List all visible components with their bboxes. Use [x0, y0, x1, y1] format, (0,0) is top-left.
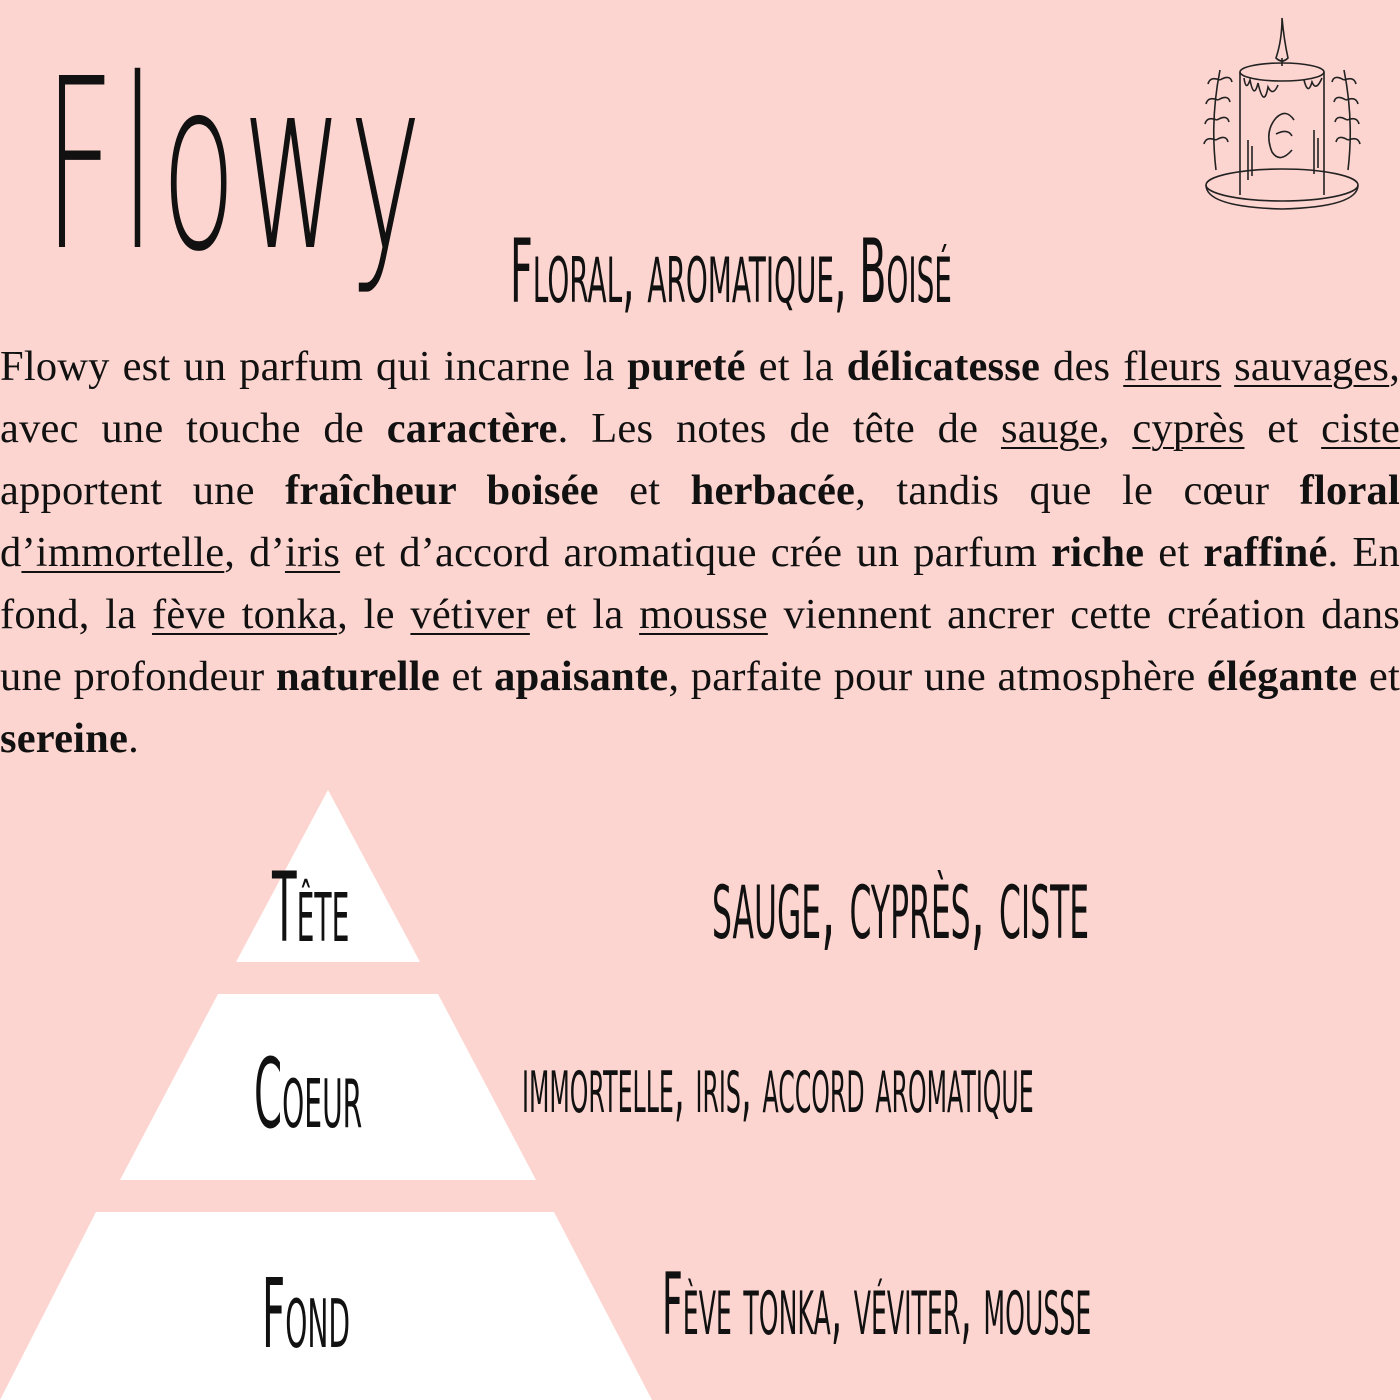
description-text: , le: [337, 591, 411, 638]
emphasis-text: sereine: [0, 715, 129, 762]
perfume-description: [0, 336, 1400, 770]
emphasis-text: herbacée: [690, 467, 856, 514]
note-ingredient: vétiver: [410, 591, 530, 638]
description-text: , d’: [224, 529, 285, 576]
emphasis-text: raffiné: [1203, 529, 1328, 576]
description-text: et: [598, 467, 691, 514]
note-ingredient: fleurs: [1123, 343, 1222, 390]
emphasis-text: pureté: [627, 343, 746, 390]
description-text: et d’accord aromatique crée un parfum: [340, 529, 1052, 576]
page-title: Flowy: [44, 28, 428, 303]
candle-logo-icon: [1192, 10, 1370, 220]
note-ingredient: sauge: [1000, 405, 1099, 452]
emphasis-text: délicatesse: [846, 343, 1041, 390]
description-text: des: [1040, 343, 1124, 390]
note-ingredient: iris: [284, 529, 341, 576]
description-text: et: [439, 653, 495, 700]
description-text: [1221, 343, 1234, 390]
description-text: d: [0, 529, 22, 576]
description-text: apportent une: [0, 467, 286, 514]
note-ingredient: mousse: [639, 591, 768, 638]
description-text: Flowy est un parfum qui incarne la: [0, 343, 628, 390]
note-ingredient: ciste: [1321, 405, 1400, 452]
description-text: et: [1244, 405, 1322, 452]
note-ingredient: cyprès: [1132, 405, 1245, 452]
description-text: . Les notes de tête de: [557, 405, 1001, 452]
emphasis-text: fraîcheur boisée: [285, 467, 599, 514]
description-text: ,: [1098, 405, 1133, 452]
description-text: et: [1144, 529, 1204, 576]
coeur-notes: immortelle, iris, accord aromatique: [522, 1037, 1034, 1132]
tier-label-tete: Tête: [272, 852, 350, 964]
description-text: .: [128, 715, 139, 762]
fond-notes: Fève tonka, véviter, mousse: [662, 1255, 1092, 1355]
note-ingredient: fève tonka: [152, 591, 338, 638]
note-ingredient: ’immortelle: [21, 529, 225, 576]
emphasis-text: caractère: [386, 405, 558, 452]
description-text: , parfaite pour une atmosphère: [668, 653, 1208, 700]
description-text: , tandis que le cœur: [855, 467, 1300, 514]
description-text: , avec une touche de: [0, 343, 1400, 452]
description-text: et: [1357, 653, 1400, 700]
note-ingredient: sauvages: [1234, 343, 1390, 390]
scent-family-subtitle: Floral, aromatique, Boisé: [510, 220, 952, 323]
description-text: et la: [529, 591, 640, 638]
description-text: . En fond, la: [0, 529, 1400, 638]
emphasis-text: naturelle: [275, 653, 440, 700]
tete-notes: sauge, cyprès, ciste: [712, 841, 1090, 963]
emphasis-text: floral: [1299, 467, 1400, 514]
description-text: viennent ancrer cette création dans une profondeur: [0, 591, 1400, 700]
tier-label-coeur: Coeur: [254, 1038, 363, 1150]
description-text: et la: [745, 343, 847, 390]
emphasis-text: riche: [1051, 529, 1145, 576]
emphasis-text: apaisante: [494, 653, 669, 700]
tier-label-fond: Fond: [262, 1258, 351, 1370]
emphasis-text: élégante: [1207, 653, 1358, 700]
